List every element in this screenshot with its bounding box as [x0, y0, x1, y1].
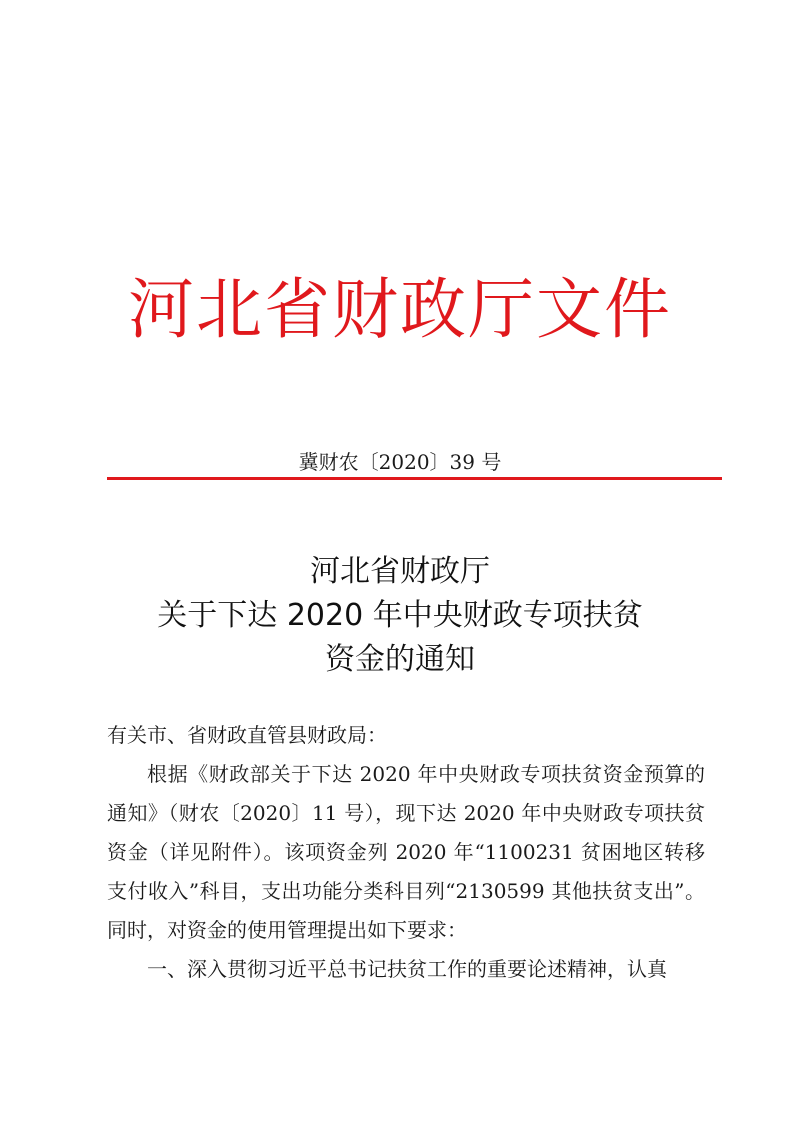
document-body — [107, 716, 705, 989]
document-number: 冀财农〔2020〕39 号 — [298, 450, 502, 474]
body-paragraph-1: 根据《财政部关于下达 2020 年中央财政专项扶贫资金预算的通知》（财农〔2020〕11 号），现下达 2020 年中央财政专项扶贫资金（详见附件）。该项资金列 2020 年“1100231 贫困地区转移支付收入”科目，支出功能分类科目列“2130599 其他扶贫支出”。同时，对资金的使用管理提出如下要求： — [107, 762, 705, 942]
title-line-3: 资金的通知 — [325, 642, 475, 677]
title-line-1: 河北省财政厅 — [310, 554, 490, 589]
document-title — [0, 550, 800, 682]
title-line-2: 关于下达 2020 年中央财政专项扶贫 — [157, 598, 643, 633]
document-masthead: 河北省财政厅文件 — [128, 271, 672, 348]
body-paragraph-2: 一、深入贯彻习近平总书记扶贫工作的重要论述精神，认真 — [147, 957, 667, 981]
red-divider-line — [107, 477, 722, 480]
addressee-line: 有关市、省财政直管县财政局： — [107, 723, 387, 747]
